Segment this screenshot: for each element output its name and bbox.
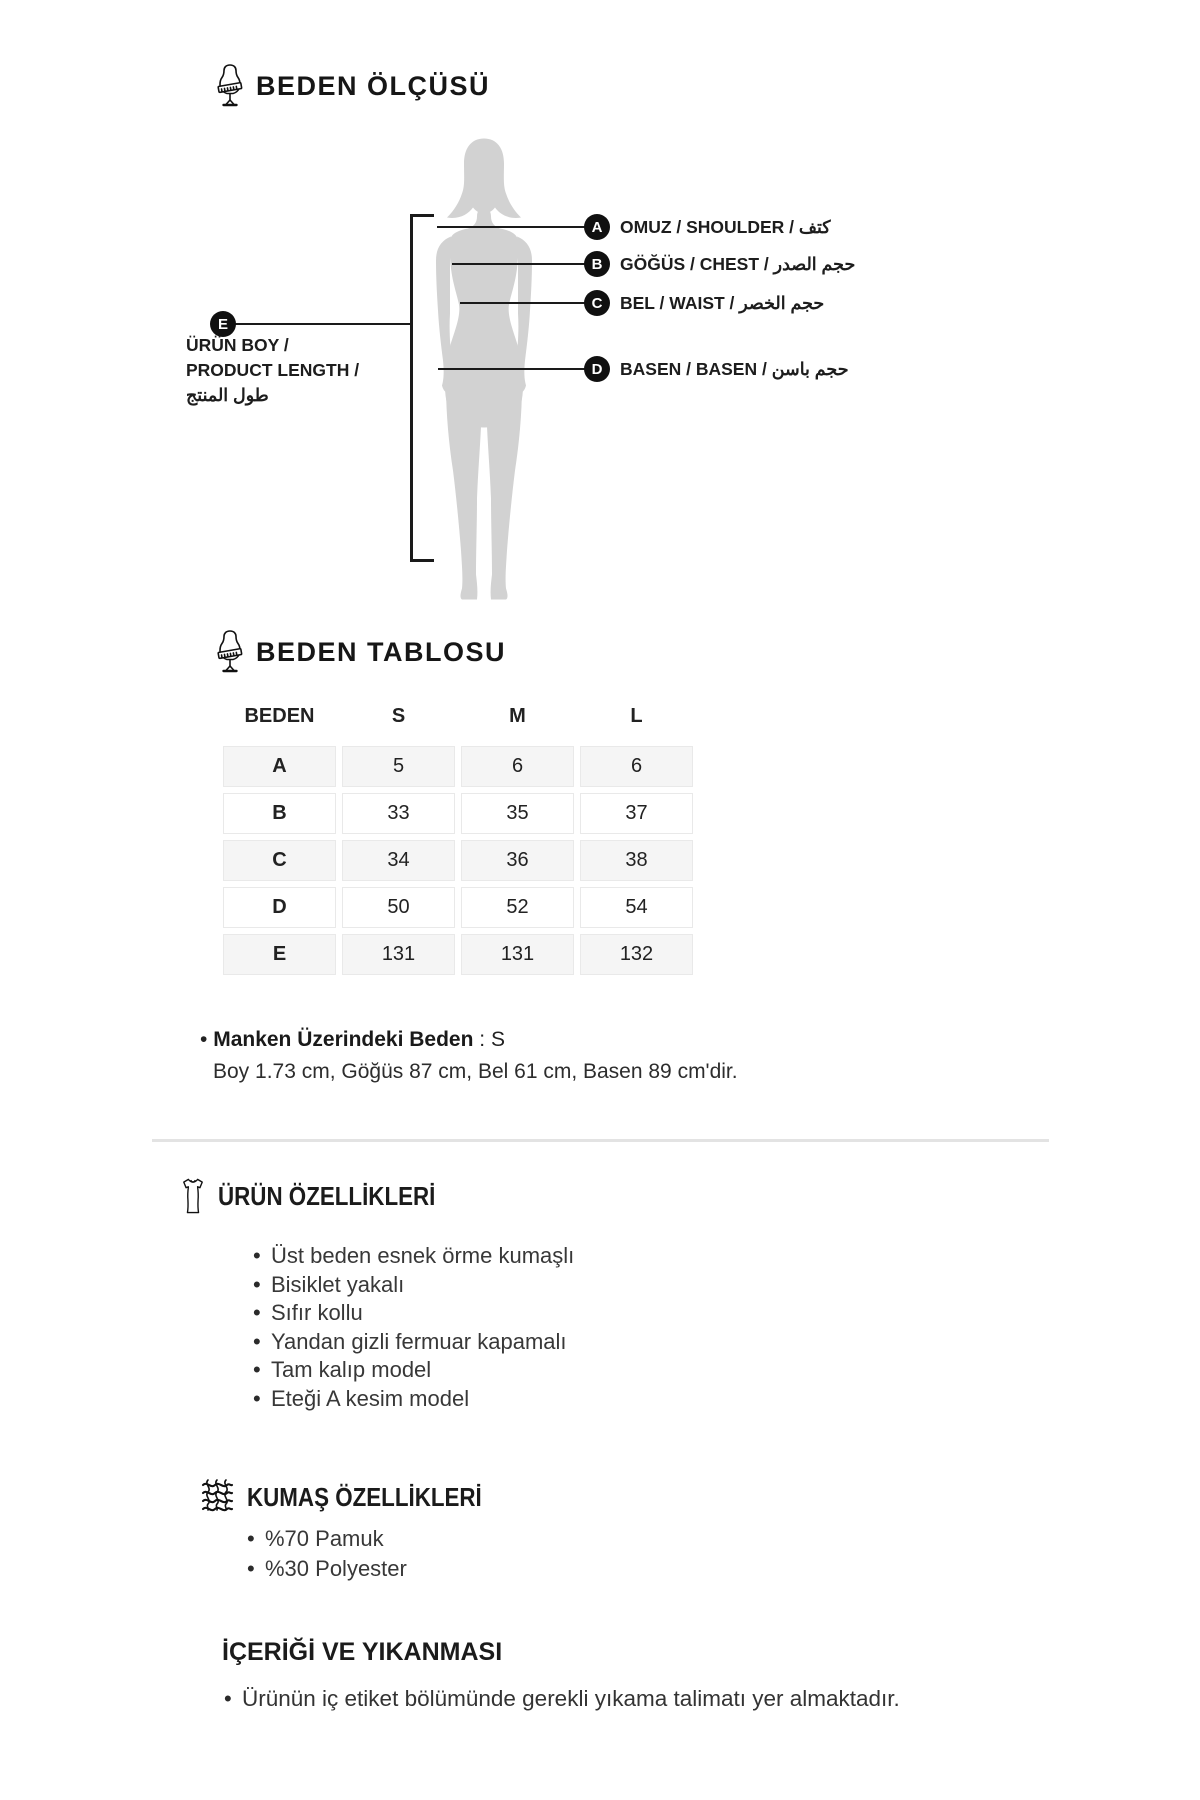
list-item	[253, 1356, 574, 1385]
bullet-dot: •	[247, 1556, 255, 1581]
model-size-label: Manken Üzerindeki Beden	[213, 1028, 474, 1051]
fabric-features-title: KUMAŞ ÖZELLİKLERİ	[247, 1481, 482, 1512]
length-bracket-bottom-tick	[410, 559, 434, 562]
bullet-dot: •	[253, 1328, 261, 1354]
cell-value: 50	[342, 887, 455, 928]
cell-value: 52	[461, 887, 574, 928]
list-item	[253, 1242, 574, 1271]
size-guide-title: BEDEN ÖLÇÜSÜ	[256, 70, 491, 101]
feature-text: Üst beden esnek örme kumaşlı	[271, 1243, 575, 1268]
fabric-text: %30 Polyester	[265, 1556, 407, 1581]
bullet-dot: •	[253, 1271, 261, 1297]
badge-c: C	[584, 290, 610, 316]
chest-label: GÖĞÜS / CHEST / حجم الصدر	[620, 254, 856, 274]
cell-value: 5	[342, 746, 455, 787]
model-size-info	[200, 1028, 738, 1084]
fabric-text: %70 Pamuk	[265, 1526, 384, 1551]
product-length-line3-arabic: طول المنتج	[186, 385, 269, 405]
waist-line	[460, 302, 585, 304]
col-header-beden: BEDEN	[244, 704, 315, 727]
badge-e: E	[210, 311, 236, 337]
bullet-dot: •	[200, 1028, 208, 1051]
col-header-l: L	[630, 704, 643, 727]
feature-text: Sıfır kollu	[271, 1300, 363, 1326]
product-length-line1: ÜRÜN BOY /	[186, 335, 289, 355]
model-measurements: Boy 1.73 cm, Göğüs 87 cm, Bel 61 cm, Basen 89 cm'dir.	[213, 1060, 738, 1083]
size-table-title: BEDEN TABLOSU	[256, 636, 507, 667]
row-key: A	[223, 746, 336, 787]
size-table-header	[215, 628, 506, 676]
model-size-line	[200, 1028, 738, 1052]
product-features-header	[181, 1174, 471, 1218]
hip-line	[438, 368, 585, 370]
length-bracket-top-tick	[410, 214, 434, 217]
length-line	[235, 323, 411, 325]
fabric-features-list	[247, 1524, 407, 1584]
chest-line	[452, 263, 585, 265]
table-row	[223, 746, 695, 787]
badge-a: A	[584, 214, 610, 240]
cell-value: 35	[461, 793, 574, 834]
table-row	[223, 840, 695, 881]
cell-value: 37	[580, 793, 693, 834]
fabric-features-header	[200, 1475, 520, 1519]
model-size-separator: :	[473, 1028, 491, 1051]
product-length-label	[186, 333, 359, 408]
table-row	[223, 793, 695, 834]
badge-b: B	[584, 251, 610, 277]
mannequin-icon	[215, 629, 245, 675]
feature-text: Tam kalıp model	[271, 1357, 432, 1383]
product-features-title: ÜRÜN ÖZELLİKLERİ	[218, 1180, 436, 1211]
cell-value: 38	[580, 840, 693, 881]
table-row	[223, 887, 695, 928]
fabric-weave-icon	[200, 1477, 234, 1517]
bullet-dot: •	[253, 1385, 261, 1411]
list-item	[253, 1385, 574, 1414]
shoulder-line	[437, 226, 585, 228]
col-header-s: S	[391, 704, 406, 727]
cell-value: 6	[580, 746, 693, 787]
cell-value: 131	[461, 934, 574, 975]
size-table-header-row	[223, 702, 695, 730]
bullet-dot: •	[247, 1526, 255, 1551]
row-key: E	[223, 934, 336, 975]
care-text: Ürünün iç etiket bölümünde gerekli yıkama talimatı yer almaktadır.	[242, 1686, 900, 1711]
bullet-dot: •	[224, 1686, 232, 1711]
cell-value: 54	[580, 887, 693, 928]
care-title: İÇERİĞİ VE YIKANMASI	[222, 1638, 503, 1666]
cell-value: 131	[342, 934, 455, 975]
cell-value: 33	[342, 793, 455, 834]
table-row	[223, 934, 695, 975]
size-table	[223, 702, 695, 981]
feature-text: Yandan gizli fermuar kapamalı	[271, 1328, 567, 1354]
row-key: D	[223, 887, 336, 928]
tshirt-icon	[181, 1176, 205, 1216]
product-features-list	[253, 1242, 574, 1414]
list-item	[247, 1554, 407, 1584]
bullet-dot: •	[253, 1357, 261, 1383]
row-key: B	[223, 793, 336, 834]
cell-value: 36	[461, 840, 574, 881]
product-length-line2: PRODUCT LENGTH /	[186, 360, 360, 380]
badge-d: D	[584, 356, 610, 382]
cell-value: 34	[342, 840, 455, 881]
bullet-dot: •	[253, 1300, 261, 1326]
length-bracket-vertical	[410, 214, 413, 562]
bullet-dot: •	[253, 1243, 261, 1268]
list-item	[247, 1524, 407, 1554]
list-item	[253, 1328, 574, 1357]
model-size-value: S	[490, 1028, 505, 1051]
section-divider	[152, 1139, 1049, 1142]
list-item	[253, 1271, 574, 1300]
list-item	[253, 1299, 574, 1328]
col-header-m: M	[509, 704, 526, 727]
shoulder-label: OMUZ / SHOULDER / كتف	[620, 217, 831, 237]
cell-value: 132	[580, 934, 693, 975]
cell-value: 6	[461, 746, 574, 787]
waist-label: BEL / WAIST / حجم الخصر	[620, 293, 825, 313]
care-list-item	[224, 1684, 1000, 1713]
feature-text: Eteği A kesim model	[271, 1385, 470, 1411]
feature-text: Bisiklet yakalı	[271, 1271, 405, 1297]
measurement-diagram	[0, 0, 1200, 620]
row-key: C	[223, 840, 336, 881]
care-header	[222, 1638, 502, 1667]
hip-label: BASEN / BASEN / حجم باسن	[620, 359, 849, 379]
